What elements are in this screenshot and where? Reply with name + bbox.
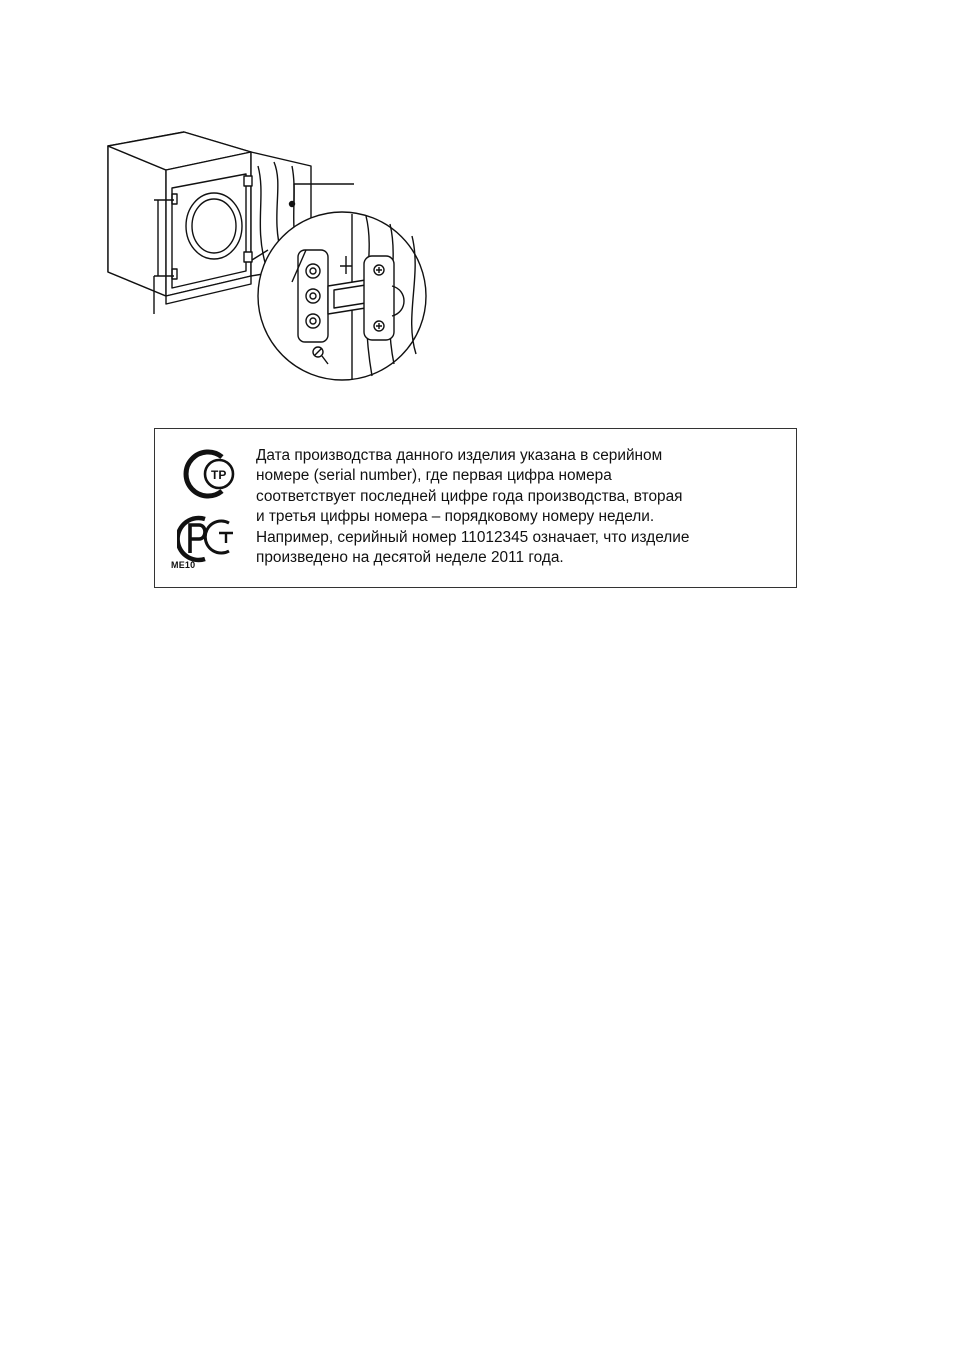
svg-text:ТР: ТР [211,468,227,482]
eac-tr-certification-mark-icon [186,452,233,496]
production-date-notice [154,428,797,588]
production-date-text: Дата производства данного изделия указана в серийном номере (serial number), где первая цифра номера соответствует последней цифре года производства, вторая и третья цифры номера – порядковому номеру недели. Например, серийный номер 11012345 означает, что изделие произведено на десятой неделе 2011 года. [256,447,690,567]
certification-code-label: ME10 [171,560,196,570]
hinge-installation-illustration [96,126,442,386]
certification-marks [177,447,239,577]
rst-conformity-mark-icon [178,518,233,560]
